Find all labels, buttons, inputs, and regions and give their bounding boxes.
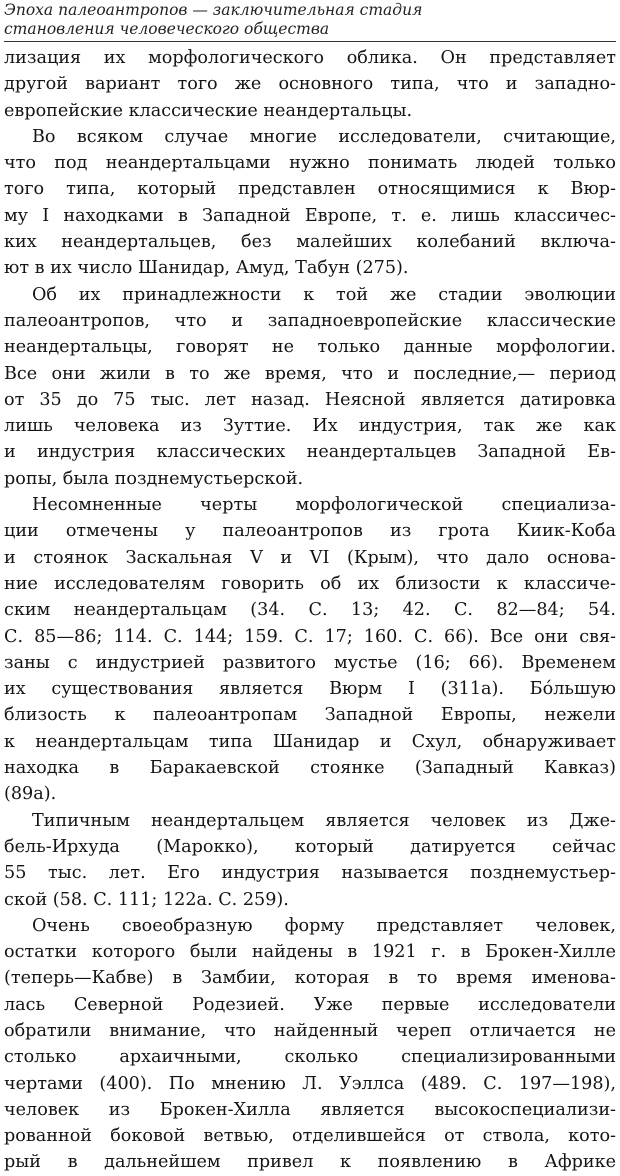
running-head-line-1: Эпоха палеоантропов — заключительная стадия — [4, 1, 423, 19]
text-line: (теперь—Кабве) в Замбии, которая в то время именова- — [4, 968, 616, 989]
text-line: европейские классические неандертальцы. — [4, 100, 413, 121]
text-line: лизация их морфологического облика. Он представляет — [4, 48, 616, 68]
text-line: человек из Брокен-Хилла является высокоспециализи- — [4, 1099, 616, 1120]
header-rule — [4, 41, 616, 42]
text-line: что под неандертальцами нужно понимать людей только — [4, 153, 616, 174]
text-line: Несомненные черты морфологической специализа- — [32, 495, 616, 516]
text-line: находка в Баракаевской стоянке (Западный Кавказ) — [4, 758, 616, 779]
text-line: ние исследователям говорить об их близости к классиче- — [4, 573, 616, 594]
body-text — [4, 45, 616, 1176]
text-line: ропы, была позднемустьерской. — [4, 468, 304, 489]
text-line: Типичным неандертальцем является человек из Дже- — [32, 810, 616, 831]
text-line: к неандертальцам типа Шанидар и Схул, обнаруживает — [4, 731, 616, 752]
text-line: Очень своеобразную форму представляет человек, — [32, 915, 616, 936]
text-line: лась Северной Родезией. Уже первые исследователи — [4, 994, 616, 1015]
text-line: того типа, который представлен относящимися к Вюр- — [4, 179, 616, 200]
text-line: ции отмечены у палеоантропов из грота Киик-Коба — [4, 521, 616, 542]
text-line: ской (58. С. 111; 122а. С. 259). — [4, 889, 289, 910]
text-line: рый в дальнейшем привел к появлению в Африке — [4, 1152, 616, 1173]
text-line: их существования является Вюрм I (311а). Бóльшую — [4, 679, 616, 700]
text-line: му I находками в Западной Европе, т. е. лишь классичес- — [4, 205, 616, 226]
text-line: ют в их число Шанидар, Амуд, Табун (275). — [4, 258, 409, 279]
text-line: столько архаичными, сколько специализированными — [4, 1047, 616, 1068]
text-line: Во всяком случае многие исследователи, считающие, — [32, 126, 616, 147]
text-line: (89а). — [4, 784, 57, 805]
text-line: неандертальцы, говорят не только данные морфологии. — [4, 337, 616, 358]
running-head-line-2: становления человеческого общества — [4, 20, 330, 38]
text-line: и индустрия классических неандертальцев Западной Ев- — [4, 442, 616, 463]
book-page — [4, 0, 616, 1173]
text-line: Об их принадлежности к той же стадии эволюции — [32, 284, 616, 305]
running-head — [4, 0, 616, 39]
text-line: бель-Ирхуда (Марокко), который датируется сейчас — [4, 836, 616, 857]
text-line: палеоантропов, что и западноевропейские классические — [4, 310, 616, 331]
text-line: лишь человека из Зуттие. Их индустрия, так же как — [4, 416, 616, 437]
text-line: обратили внимание, что найденный череп отличается не — [4, 1020, 616, 1041]
text-line: ским неандертальцам (34. С. 13; 42. С. 82—84; 54. — [4, 600, 616, 621]
text-line: ких неандертальцев, без малейших колебаний включа- — [4, 232, 616, 253]
text-line: 55 тыс. лет. Его индустрия называется позднемустьер- — [4, 863, 616, 884]
text-line: заны с индустрией развитого мустье (16; 66). Временем — [4, 652, 616, 673]
text-line: остатки которого были найдены в 1921 г. в Брокен-Хилле — [4, 942, 616, 963]
text-line: С. 85—86; 114. С. 144; 159. С. 17; 160. С. 66). Все они свя- — [4, 626, 616, 647]
text-line: Все они жили в то же время, что и последние,— период — [4, 363, 616, 384]
text-line: чертами (400). По мнению Л. Уэллса (489. С. 197—198), — [4, 1073, 616, 1094]
text-line: близость к палеоантропам Западной Европы, нежели — [4, 705, 616, 726]
text-line: рованной боковой ветвью, отделившейся от ствола, кото- — [4, 1126, 616, 1147]
text-line: другой вариант того же основного типа, что и западно- — [4, 74, 616, 95]
text-line: от 35 до 75 тыс. лет назад. Неясной является датировка — [4, 389, 616, 410]
text-line: и стоянок Заскальная V и VI (Крым), что дало основа- — [4, 547, 616, 568]
